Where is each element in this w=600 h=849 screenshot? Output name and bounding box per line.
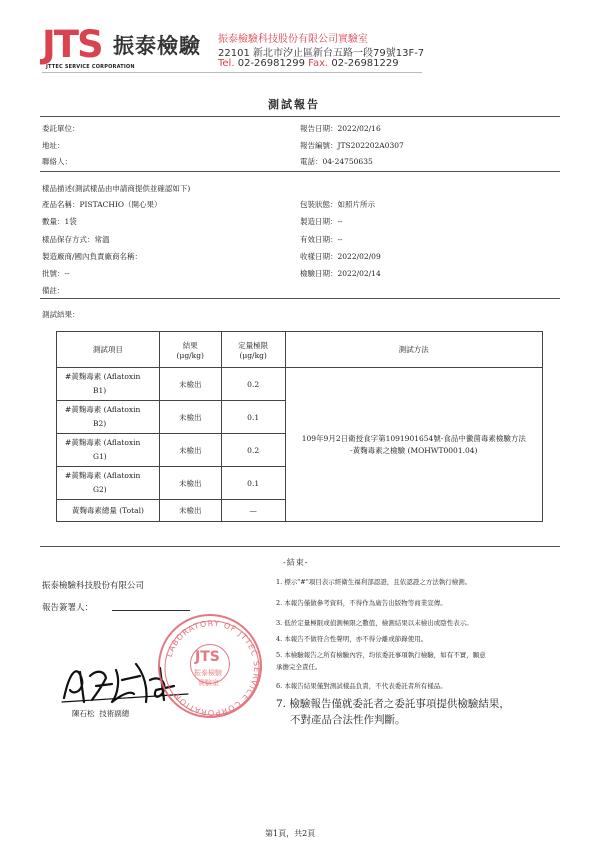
test-date-value: 2022/02/14 [337, 269, 381, 278]
product-name-field [42, 199, 162, 210]
received-date-field [300, 251, 381, 262]
report-date-value: 2022/02/16 [337, 124, 381, 133]
report-no-field [300, 140, 404, 151]
test-limit: 0.2 [221, 368, 285, 401]
signature-line [112, 610, 190, 611]
storage-field [42, 234, 110, 245]
signer-title: 技術副總 [99, 709, 130, 718]
page-title: 測試報告 [268, 98, 320, 111]
test-item-line: #黃麴毒素 (Aflatoxin [65, 372, 141, 381]
company-name: 振泰檢驗科技股份有限公司 [42, 581, 145, 591]
col-header-limit-unit: (μg/kg) [239, 350, 267, 360]
test-date-field [300, 268, 381, 279]
test-method [285, 368, 542, 522]
mfg-date-label: 製造日期： [300, 217, 338, 226]
batch-field [42, 268, 70, 279]
results-table [56, 331, 543, 522]
quantity-label: 數量： [42, 217, 65, 226]
report-no-value: JTS202202A0307 [337, 141, 404, 150]
address-label: 地址： [42, 141, 65, 150]
company-logo [42, 23, 108, 66]
header-divider [42, 72, 422, 73]
test-item-line: B2) [93, 419, 107, 428]
total-item: 黃麴毒素總量 (Total) [57, 500, 160, 522]
seal-line-1: 振泰檢驗 [194, 669, 222, 677]
seal-ring-text: LABORATORY OF JTTEC SERVICE CORPORATION [164, 618, 262, 718]
test-result: 未檢出 [159, 467, 221, 500]
received-date-value: 2022/02/09 [337, 252, 381, 261]
test-limit: 0.1 [221, 467, 285, 500]
packaging-field [300, 199, 375, 210]
report-date-field [300, 123, 381, 134]
note-3: 3. 低於定量極限或偵測極限之數值，檢測結果以未檢出或陰性表示。 [276, 619, 473, 627]
lab-name: 振泰檢驗科技股份有限公司實驗室 [218, 34, 368, 45]
divider [40, 298, 560, 299]
remark-field [42, 285, 65, 296]
col-header-item: 測試項目 [57, 332, 160, 368]
client-field [42, 123, 80, 134]
logo-text: JTS [42, 23, 102, 66]
note-5-cont: 承擔完全責任。 [276, 663, 322, 671]
signer-name: 陳石松 [72, 709, 95, 718]
total-limit: — [221, 500, 285, 522]
contact-field [42, 156, 72, 167]
test-result: 未檢出 [159, 434, 221, 467]
report-date-label: 報告日期： [300, 124, 338, 133]
test-method-line: 109年9月2日衛授食字第1091901654號-食品中黴菌毒素檢驗方法 [301, 433, 526, 443]
test-result: 未檢出 [159, 401, 221, 434]
col-header-result [159, 332, 221, 368]
mfg-date-field [300, 216, 343, 227]
test-item [57, 434, 160, 467]
address-field [42, 140, 65, 151]
client-label: 委託單位： [42, 124, 80, 133]
seal-logo: JTS [195, 649, 220, 665]
expiry-date-label: 有效日期： [300, 235, 338, 244]
expiry-date-field [300, 234, 343, 245]
note-6: 6. 本報告結果僅對測試樣品負責，不代表委託者所有樣品。 [276, 682, 447, 690]
test-limit: 0.1 [221, 401, 285, 434]
note-7-cont: 不對產品合法性作判斷。 [290, 714, 406, 726]
product-name-label: 產品名稱： [42, 200, 80, 209]
storage-label: 樣品保存方式： [42, 235, 95, 244]
lab-contact [218, 58, 399, 69]
test-item [57, 368, 160, 401]
lab-seal [158, 614, 262, 718]
fax-label: Fax. [308, 58, 329, 69]
test-item-line: #黃麴毒素 (Aflatoxin [65, 471, 141, 480]
test-item-line: B1) [93, 386, 107, 395]
mfg-date-value: -- [337, 217, 343, 226]
tel-value: 02-26981299 [237, 58, 305, 69]
divider [40, 546, 560, 547]
phone-label: 電話： [300, 157, 323, 166]
page-footer: 第1頁，共2頁 [265, 829, 316, 838]
note-2: 2. 本報告僅做參考資料，不得作為廣告出版物等商業宣傳。 [276, 599, 447, 607]
col-header-method: 測試方法 [285, 332, 542, 368]
col-header-result-unit: (μg/kg) [176, 350, 204, 360]
packaging-value: 如照片所示 [337, 200, 375, 209]
test-method-line: -黃麴毒素之檢驗 (MOHWT0001.04) [350, 445, 478, 455]
batch-label: 批號： [42, 269, 65, 278]
report-no-label: 報告編號： [300, 141, 338, 150]
note-7: 7. 檢驗報告僅就委託者之委託事項提供檢驗結果， [276, 698, 510, 710]
manufacturer-field [42, 251, 142, 262]
signer-label: 報告簽署人： [42, 603, 94, 613]
end-mark: -結束- [283, 558, 309, 567]
phone-value: 04-24750635 [322, 157, 373, 166]
note-4: 4. 本報告不做符合性聲明，亦不得分離或節錄使用。 [276, 635, 428, 643]
product-name-value: PISTACHIO（開心果） [79, 200, 162, 209]
seal-line-2: 實驗室 [198, 679, 219, 687]
table-header-row [57, 332, 543, 368]
fax-value: 02-26981229 [331, 58, 399, 69]
quantity-field [42, 216, 77, 227]
storage-value: 常溫 [94, 235, 110, 244]
test-limit: 0.2 [221, 434, 285, 467]
results-heading: 測試結果： [42, 310, 80, 319]
table-row [57, 368, 543, 401]
note-5: 5. 本檢驗報告之所有檢驗內容，均依委託事項執行檢驗，如有不實，願意 [276, 651, 486, 659]
lab-address: 22101 新北市汐止區新台五路一段79號13F-7 [218, 48, 425, 59]
signer-name-title [72, 708, 129, 719]
tel-label: Tel. [218, 58, 235, 69]
sample-description-heading: 樣品描述(測試樣品由申請商提供並確認如下) [42, 184, 191, 193]
col-header-limit-label: 定量極限 [238, 340, 269, 350]
divider [40, 116, 560, 117]
received-date-label: 收樣日期： [300, 252, 338, 261]
batch-value: -- [64, 269, 70, 278]
test-item-line: #黃麴毒素 (Aflatoxin [65, 438, 141, 447]
manufacturer-label: 製造廠商/國內負責廠商名稱： [42, 252, 143, 261]
brand-name: 振泰檢驗 [113, 34, 201, 58]
phone-field [300, 156, 373, 167]
test-item-line: G2) [93, 485, 107, 494]
test-date-label: 檢驗日期： [300, 269, 338, 278]
test-item-line: G1) [93, 452, 107, 461]
contact-label: 聯絡人： [42, 157, 72, 166]
test-result: 未檢出 [159, 368, 221, 401]
expiry-date-value: -- [337, 235, 343, 244]
packaging-label: 包裝狀態： [300, 200, 338, 209]
logo-subtitle: JTTEC SERVICE CORPORATION [46, 64, 135, 70]
col-header-result-label: 結果 [182, 340, 198, 350]
col-header-limit [221, 332, 285, 368]
total-result: 未檢出 [159, 500, 221, 522]
quantity-value: 1袋 [64, 217, 77, 226]
remark-label: 備註： [42, 286, 65, 295]
test-item-line: #黃麴毒素 (Aflatoxin [65, 405, 141, 414]
divider [40, 171, 560, 172]
test-item [57, 467, 160, 500]
note-1: 1. 標示"#"項目表示經衛生福利部認證，且依認證之方法執行檢測。 [276, 578, 472, 586]
test-item [57, 401, 160, 434]
